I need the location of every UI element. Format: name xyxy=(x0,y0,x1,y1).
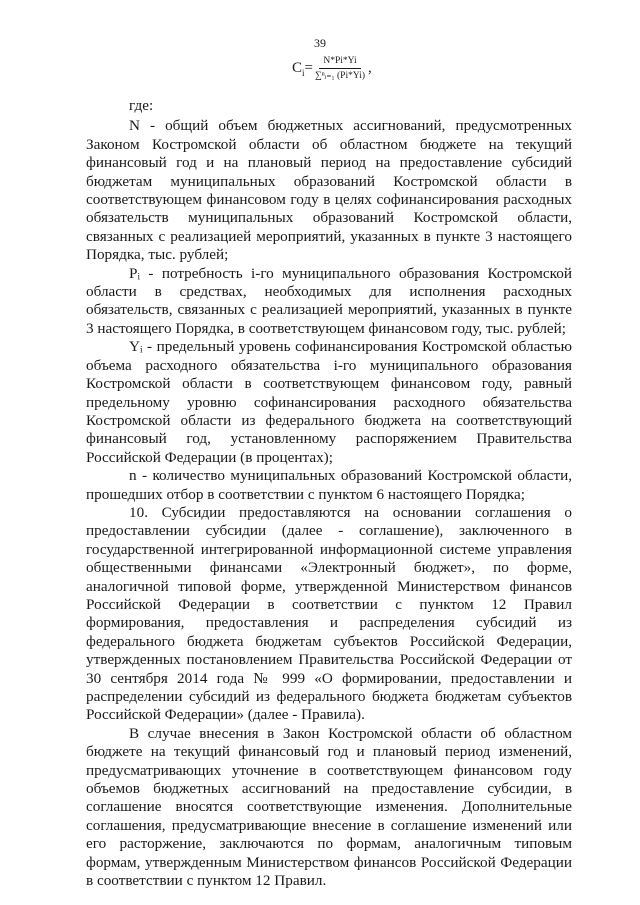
document-body xyxy=(86,97,572,890)
formula-fraction xyxy=(315,55,365,82)
definition-p: Pᵢ - потребность i-го муниципального образования Костромской области в средствах, необходимых для исполнения расходных обязательств, связанных с реализацией мероприятий, указанных в пункте 3 настоящего Порядка, в соответствующем финансовом году, тыс. рублей; xyxy=(86,264,572,337)
definition-n: N - общий объем бюджетных ассигнований, предусмотренных Законом Костромской области об областном бюджете на текущий финансовый год и на плановый период на предоставление субсидий бюджетам муниципальных образований Костромской области в соответствующем финансовом году в целях софинансирования расходных обязательств муниципальных образований Костромской области, связанных с реализацией мероприятий, указанных в пункте 3 настоящего Порядка, тыс. рублей; xyxy=(86,117,572,264)
cofinancing-formula xyxy=(292,55,372,82)
formula-lhs-symbol: C xyxy=(292,59,303,76)
formula-denominator: ∑ⁿᵢ₌₁ (Pi*Yi) xyxy=(315,71,365,81)
formula-trailing-comma: , xyxy=(368,60,372,76)
definition-y: Yᵢ - предельный уровень софинансирования Костромской областью объема расходного обязательства i-го муниципального образования Костромской области в соответствующем финансовом году, равный предельному уровню софинансирования расходного обязательства Костромской области из федерального бюджета на соответствующий финансовый год, установленному распоряжением Правительства Российской Федерации (в процентах); xyxy=(86,338,572,466)
clause-10-amendments: В случае внесения в Закон Костромской области об областном бюджете на текущий финансовый год и плановый период изменений, предусматривающих уточнение в соответствующем финансовом году объемов бюджетных ассигнований на предоставление субсидии, в соглашение вносятся соответствующие изменения. Дополнительные соглашения, предусматривающие внесение в соглашение изменений или его расторжение, заключаются по формам, аналогичным типовым формам, утвержденным Министерством финансов Российской Федерации в соответствии с пунктом 12 Правил. xyxy=(86,724,572,890)
clause-10: 10. Субсидии предоставляются на основании соглашения о предоставлении субсидии (далее - соглашение), заключенного в государственной интегрированной информационной системе управления общественными финансами «Электронный бюджет», по форме, аналогичной типовой форме, утвержденной Министерством финансов Российской Федерации в соответствии с пунктом 12 Правил формирования, предоставления и распределения субсидий из федерального бюджета бюджетам субъектов Российской Федерации, утвержденных постановлением Правительства Российской Федерации от 30 сентября 2014 года № 999 «О формировании, предоставлении и распределении субсидий из федерального бюджета бюджетам субъектов Российской Федерации» (далее - Правила). xyxy=(86,503,572,724)
page-number: 39 xyxy=(314,36,326,50)
formula-lhs-subscript: i xyxy=(302,67,305,78)
where-label: где: xyxy=(129,97,154,114)
definition-n-count: n - количество муниципальных образований Костромской области, прошедших отбор в соответствии с пунктом 6 настоящего Порядка; xyxy=(86,467,572,503)
formula-equals: = xyxy=(304,59,313,76)
formula-lhs xyxy=(292,60,313,78)
formula-numerator: N*Pi*Yi xyxy=(319,55,360,69)
